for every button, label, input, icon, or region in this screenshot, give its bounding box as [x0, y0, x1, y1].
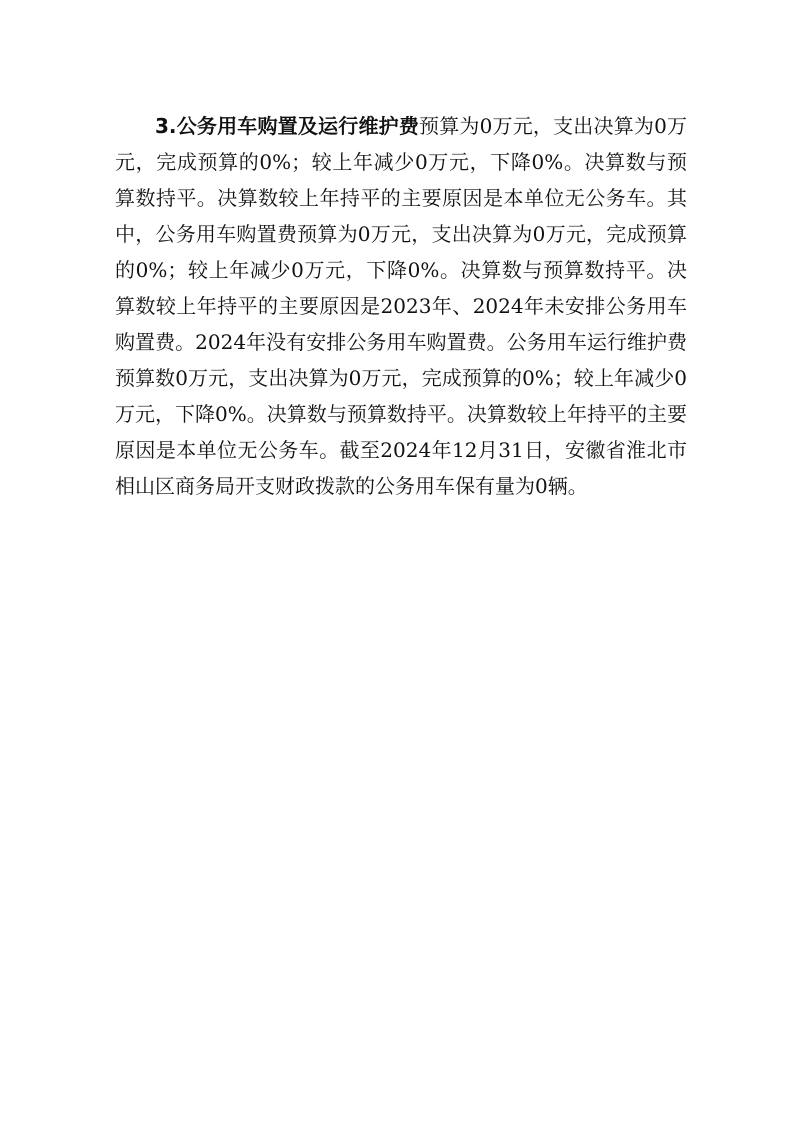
- section-heading: 3.公务用车购置及运行维护费: [155, 114, 420, 138]
- document-content: [115, 108, 687, 504]
- section-paragraph: [115, 108, 687, 504]
- section-body: 预算为0万元，支出决算为0万元，完成预算的0%；较上年减少0万元，下降0%。决算数与预算数持平。决算数较上年持平的主要原因是本单位无公务车。其中，公务用车购置费预算为0万元，支出决算为0万元，完成预算的0%；较上年减少0万元，下降0%。决算数与预算数持平。决算数较上年持平的主要原因是2023年、2024年未安排公务用车购置费。2024年没有安排公务用车购置费。公务用车运行维护费预算数0万元，支出决算为0万元，完成预算的0%；较上年减少0万元，下降0%。决算数与预算数持平。决算数较上年持平的主要原因是本单位无公务车。截至2024年12月31日，安徽省淮北市相山区商务局开支财政拨款的公务用车保有量为0辆。: [115, 114, 687, 498]
